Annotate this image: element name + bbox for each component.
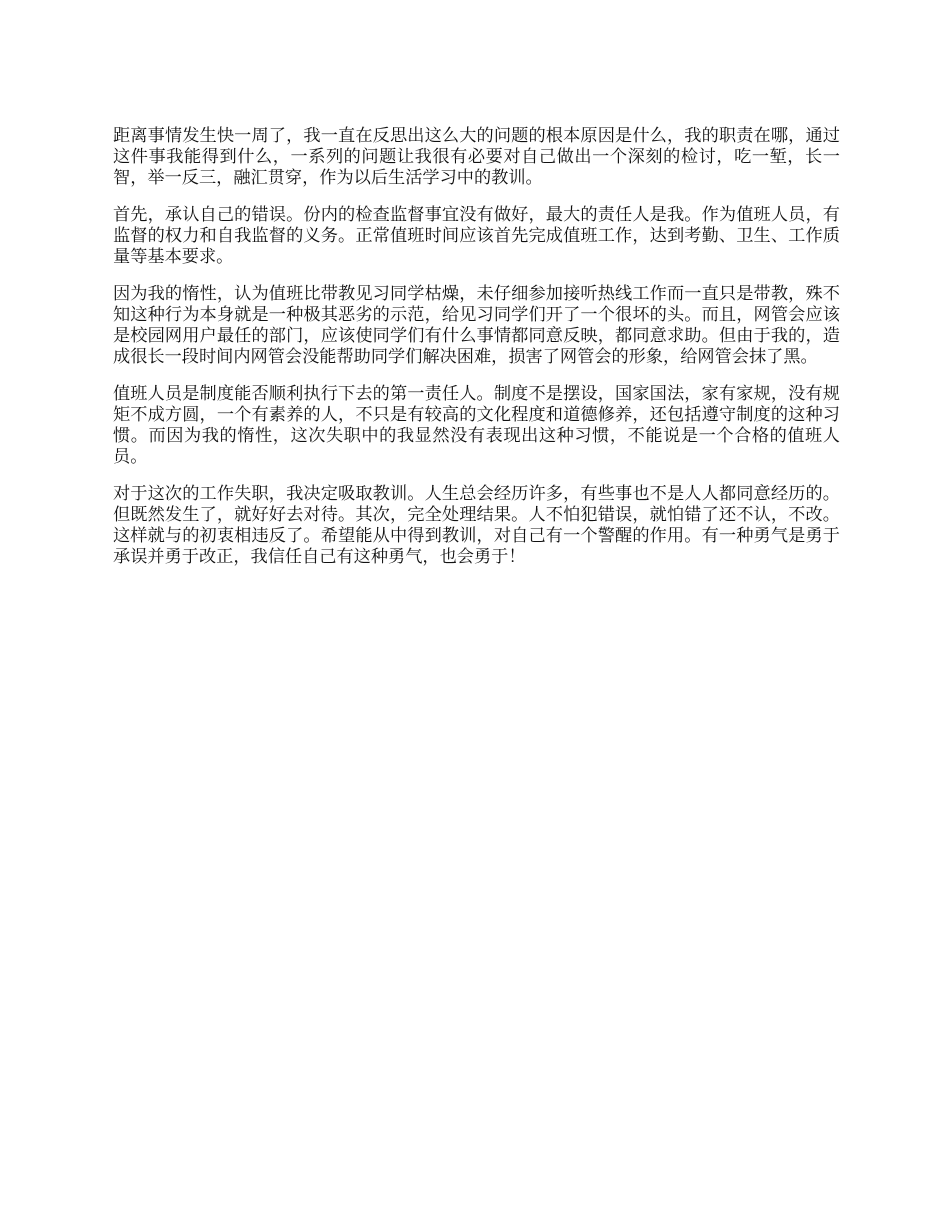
document-body [113,126,840,584]
paragraph-4: 值班人员是制度能否顺利执行下去的第一责任人。制度不是摆设，国家国法，家有家规，没有规矩不成方圆，一个有素养的人，不只是有较高的文化程度和道德修养，还包括遵守制度的这种习惯。而因为我的惰性，这次失职中的我显然没有表现出这种习惯，不能说是一个合格的值班人员。 [113,384,840,467]
paragraph-1: 距离事情发生快一周了，我一直在反思出这么大的问题的根本原因是什么，我的职责在哪，通过这件事我能得到什么，一系列的问题让我很有必要对自己做出一个深刻的检讨，吃一堑，长一智，举一反三，融汇贯穿，作为以后生活学习中的教训。 [113,126,840,188]
paragraph-3: 因为我的惰性，认为值班比带教见习同学枯燥，未仔细参加接听热线工作而一直只是带教，殊不知这种行为本身就是一种极其恶劣的示范，给见习同学们开了一个很坏的头。而且，网管会应该是校园网用户最任的部门，应该使同学们有什么事情都同意反映，都同意求助。但由于我的，造成很长一段时间内网管会没能帮助同学们解决困难，损害了网管会的形象，给网管会抹了黑。 [113,284,840,367]
paragraph-2: 首先，承认自己的错误。份内的检查监督事宜没有做好，最大的责任人是我。作为值班人员，有监督的权力和自我监督的义务。正常值班时间应该首先完成值班工作，达到考勤、卫生、工作质量等基本要求。 [113,205,840,267]
paragraph-5: 对于这次的工作失职，我决定吸取教训。人生总会经历许多，有些事也不是人人都同意经历的。但既然发生了，就好好去对待。其次，完全处理结果。人不怕犯错误，就怕错了还不认，不改。这样就与的初衷相违反了。希望能从中得到教训，对自己有一个警醒的作用。有一种勇气是勇于承误并勇于改正，我信任自己有这种勇气，也会勇于！ [113,484,840,567]
